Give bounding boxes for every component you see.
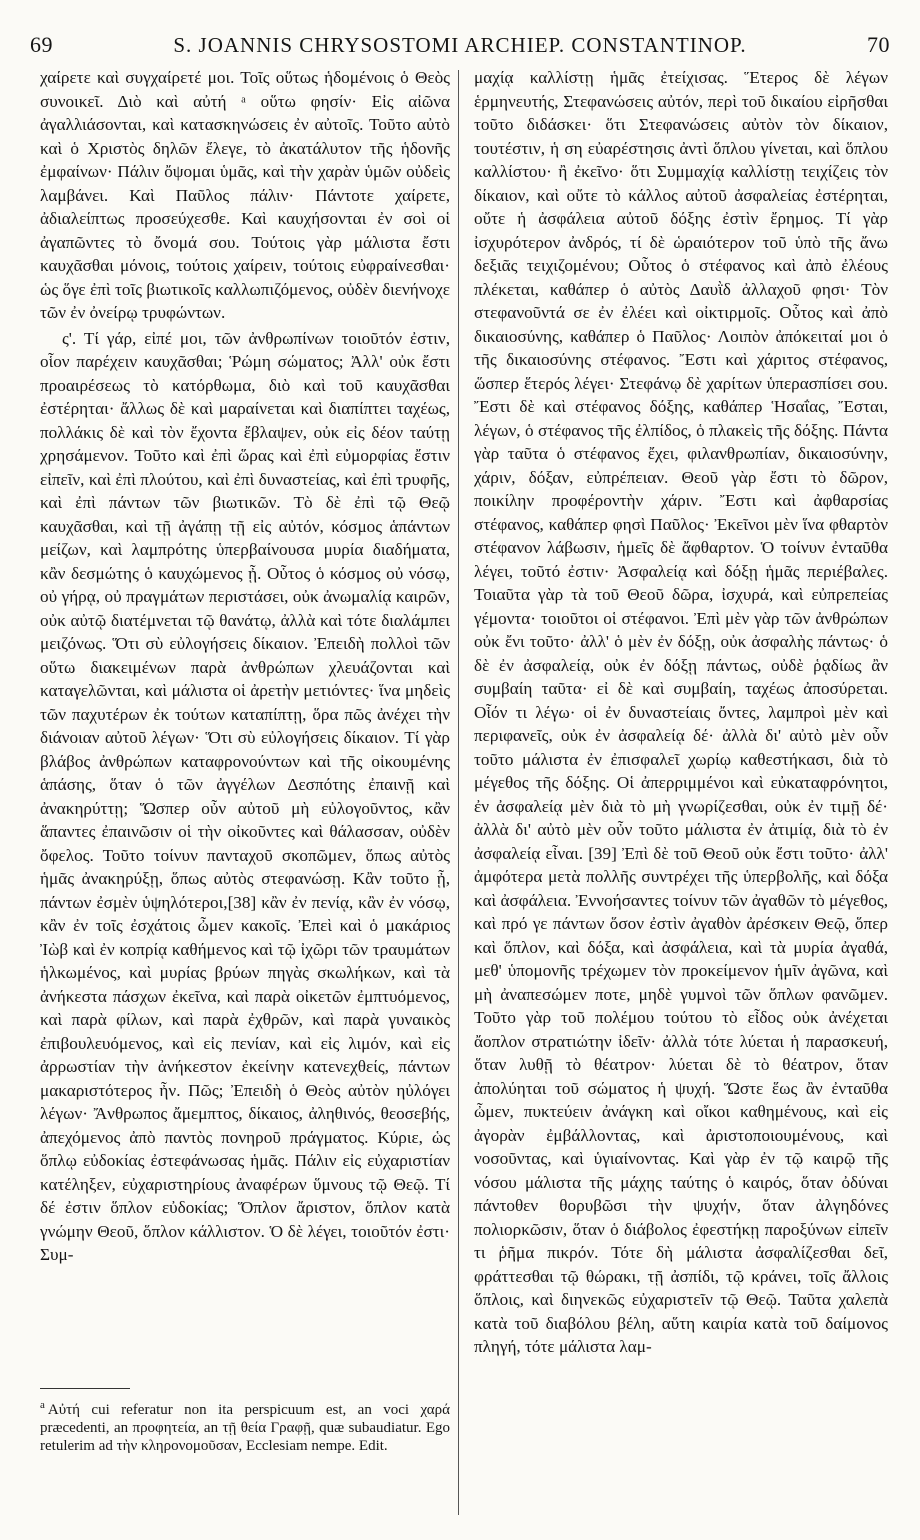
left-column	[40, 66, 450, 1269]
left-paragraph-1: χαίρετε καὶ συγχαίρετέ μοι. Τοῖς οὕτως ἡδομένοις ὁ Θεὸς συνοικεῖ. Διὸ καὶ αὐτή ᵃ οὕτω φησίν· Εἰς αἰῶνα ἀγαλλιάσονται, καὶ κατασκηνώσεις ἐν αὐτοῖς. Τοῦτο αὐτὸ καὶ ὁ Χριστὸς δηλῶν ἔλεγε, τὸ ἀκατάλυτον τῆς ἡδονῆς ἐμφαίνων· Πάλιν ὄψομαι ὑμᾶς, καὶ τὴν χαρὰν ὑμῶν οὐδεὶς λαμβάνει. Καὶ Παῦλος πάλιν· Πάντοτε χαίρετε, ἀδιαλείπτως προσεύχεσθε. Καὶ καυχήσονται ἐν σοὶ οἱ ἀγαπῶντες τὸ ὄνομά σου. Τούτοις γὰρ μάλιστα ἔστι καυχᾶσθαι μόνοις, τούτοις χαίρειν, τούτοις εὐφραίνεσθαι· ὡς ὅγε ἐπὶ τοῖς βιωτικοῖς καλλωπιζόμενος, οὐδὲν διενήνοχε τῶν ἐν ὀνείρῳ τρυφώντων.	[40, 68, 450, 322]
right-paragraph-1: μαχίᾳ καλλίστῃ ἡμᾶς ἐτείχισας. Ἕτερος δὲ λέγων ἑρμηνευτής, Στεφανώσεις αὐτόν, περὶ τοῦ δικαίου εἰρῆσθαι τοῦτο διδάσκει· ὅτι Στεφανώσεις αὐτὸν τὸν δίκαιον, τουτέστιν, ἡ ση εὐαρέστησις ἀντὶ ὅπλου γίνεται, καὶ ὅπλου καλλίστου· ἢ ἐκεῖνο· ὅτι Συμμαχίᾳ καλλίστῃ τειχίζεις τὸν δίκαιον, καὶ οὔτε τὸ κάλλος αὐτοῦ ἀσφαλείας ἐστέρηται, οὔτε ἡ ἀσφάλεια αὐτοῦ δόξης ἐστὶν ἔρημος. Τί γὰρ ἰσχυρότερον ἀνδρός, τί δὲ ὡραιότερον τοῦ ὑπὸ τῆς ἄνω δεξιᾶς τειχιζομένου; Οὗτος ὁ στέφανος καὶ ἀπὸ ἐλέους πλέκεται, καθάπερ ὁ αὐτὸς Δαυῒδ ἀλλαχοῦ φησι· Τὸν στεφανοῦντά σε ἐν ἐλέει καὶ οἰκτιρμοῖς. Οὗτος καὶ ἀπὸ δικαιοσύνης, καθάπερ ὁ Παῦλος· Λοιπὸν ἀπόκειταί μοι ὁ τῆς δικαιοσύνης στέφανος. Ἔστι καὶ χάριτος στέφανος, ὥσπερ ἕτερός λέγει· Στεφάνῳ δὲ χαρίτων ὑπερασπίσει σου. Ἔστι δὲ καὶ στέφανος δόξης, καθάπερ Ἡσαΐας, Ἔσται, λέγων, ὁ στέφανος τῆς ἐλπίδος, ὁ πλακεὶς τῆς δόξης. Πάντα γὰρ ταῦτα ὁ στέφανος ἔχει, φιλανθρωπίαν, δικαιοσύνην, χάριν, δόξαν, εὐπρέπειαν. Θεοῦ γὰρ ἔστι τὸ δῶρον, ποικίλην προφέροντὴν χάριν. Ἔστι καὶ ἀφθαρσίας στέφανος, καθάπερ φησὶ Παῦλος· Ἐκεῖνοι μὲν ἵνα φθαρτὸν στέφανον λάβωσιν, ἡμεῖς δὲ ἄφθαρτον. Ὁ τοίνυν ἐνταῦθα λέγει, τοῦτό ἐστιν· Ἀσφαλείᾳ καὶ δόξῃ ἡμᾶς περιέβαλες. Τοιαῦτα γὰρ τὰ τοῦ Θεοῦ δῶρα, ἰσχυρά, καὶ εὐπρεπείας γέμοντα· τοιοῦτοι οἱ στέφανοι. Ἐπὶ μὲν γὰρ τῶν ἀνθρώπων οὐκ ἔνι τοῦτο· ἀλλ' ὁ μὲν ἐν δόξῃ, οὐκ ἀσφαλὴς πάντως· ὁ δὲ ἐν ἀσφαλείᾳ, οὐκ ἐν δόξῃ πάντως, οὐδὲ ῥᾳδίως ἂν συμβαίη ταῦτα· εἰ δὲ καὶ συμβαίη, ταχέως ἀποσύρεται. Οἷόν τι λέγω· οἱ ἐν δυναστείαις ὄντες, λαμπροὶ μὲν καὶ περιφανεῖς, οὐκ ἐν ἀσφαλείᾳ δέ· ἀλλὰ δι' αὐτὸ μὲν οὖν τοῦτο μάλιστα ἐν ἐπισφαλεῖ χωρίῳ καθεστήκασι, διὰ τὸ μέγεθος τῆς δόξης. Οἱ ἀπερριμμένοι καὶ εὐκαταφρόνητοι, ἐν ἀσφαλείᾳ μὲν διὰ τὸ μὴ γνωρίζεσθαι, οὐκ ἐν τιμῇ δέ· ἀλλὰ δι' αὐτὸ μὲν οὖν τοῦτο μάλιστα ἐν ἀτιμίᾳ, διὰ τὸ ἐν ἀσφαλείᾳ εἶναι. [39] Ἐπὶ δὲ τοῦ Θεοῦ οὐκ ἔστι τοῦτο· ἀλλ' ἀμφότερα μετὰ πολλῆς συντρέχει τῆς ὑπερβολῆς, καὶ δόξα καὶ ἀσφάλεια. Ἐννοήσαντες τοίνυν τῶν ἀγαθῶν τὸ μέγεθος, καὶ πρό γε πάντων ὅσον ἐστὶν ἀγαθὸν ἀρέσκειν Θεῷ, ὅπερ καὶ ὅπλον, καὶ δόξα, καὶ ἀσφάλεια, καὶ τὰ μυρία ἀγαθά, μεθ' ὑπομονῆς τρέχωμεν τὸν προκείμενον ἡμῖν ἀγῶνα, καὶ μὴ ἀναπεσώμεν ποτε, μηδὲ γυμνοὶ τῶν ὅπλων φανῶμεν. Τοῦτο γὰρ τοῦ πολέμου τούτου τὸ εἶδος οὐκ ἀνέχεται ἄοπλον στρατιώτην ἰδεῖν· ἀλλὰ τότε λύεται ἡ παρασκευή, ὅταν λυθῇ τὸ θέατρον· λύεται δὲ τὸ θέατρον, ὅταν ἀπολύηται τοῦ σώματος ἡ ψυχή. Ὥστε ἕως ἂν ἐνταῦθα ὦμεν, πυκτεύειν ἀνάγκη καὶ οἴκοι καθημένους, καὶ εἰς ἀγορὰν ἐμβάλλοντας, καὶ ἀριστοποιουμένους, καὶ νοσοῦντας, καὶ ὑγιαίνοντας. Καὶ γὰρ ἐν τῷ καιρῷ τῆς νόσου μάλιστα τῆς μάχης ταύτης ὁ καιρός, ὅταν ὀδύναι πάντοθεν θορυβῶσι τὴν ψυχήν, ὅταν ἀλγηδόνες πολιορκῶσιν, ὅταν ὁ διάβολος ἐφεστήκῃ παροξύνων εἰπεῖν τι ῥῆμα πικρόν. Τότε δὴ μάλιστα ἀσφαλίζεσθαι δεῖ, φράττεσθαι τῷ θώρακι, τῇ ἀσπίδι, τῷ κράνει, τοῖς ἄλλοις ὅπλοις, καὶ διηνεκῶς εὐχαριστεῖν τῷ Θεῷ. Ταῦτα χαλεπὰ κατὰ τοῦ διαβόλου βέλη, αὕτη καιρία κατὰ τοῦ δαίμονος πληγή, τότε μάλιστα λαμ-	[474, 68, 888, 1356]
footnote-mark: a	[40, 1399, 45, 1411]
column-divider	[458, 70, 459, 1515]
running-header	[30, 28, 890, 62]
running-title: S. JOANNIS CHRYSOSTOMI ARCHIEP. CONSTANTINOP.	[173, 32, 747, 57]
left-paragraph-2: ς'. Τί γάρ, εἰπέ μοι, τῶν ἀνθρωπίνων τοιοῦτόν ἐστιν, οἷον παρέχειν καυχᾶσθαι; Ῥώμη σώματος; Ἀλλ' οὐκ ἔστι προαιρέσεως τὸ κατόρθωμα, διὸ καὶ τοῦ καυχᾶσθαι ἐστέρηται· ἄλλως δὲ καὶ μαραίνεται καὶ διαπίπτει ταχέως, πολλάκις δὲ καὶ τὸν ἔχοντα ἔβλαψεν, οὐκ εἰς δέον ταύτῃ χρησάμενον. Τοῦτο καὶ ἐπὶ ὥρας καὶ ἐπὶ εὐμορφίας ἔστιν εἰπεῖν, καὶ ἐπὶ πλούτου, καὶ ἐπὶ δυναστείας, καὶ ἐπὶ τρυφῆς, καὶ ἐπὶ πάντων τῶν βιωτικῶν. Τὸ δὲ ἐπὶ τῷ Θεῷ καυχᾶσθαι, καὶ τῇ ἀγάπῃ τῇ εἰς αὐτόν, κόσμος ἁπάντων μείζων, καὶ λαμπρότης ὑπερβαίνουσα μυρία διαδήματα, κἂν δεσμώτης ὁ καυχώμενος ᾖ. Οὗτος ὁ κόσμος οὐ νόσῳ, οὐ γήρᾳ, οὐ πραγμάτων περιστάσει, οὐκ ἀνωμαλίᾳ καιρῶν, οὐκ αὐτῷ διατέμνεται τῷ θανάτῳ, ἀλλὰ καὶ τότε διαλάμπει μειζόνως. Ὅτι σὺ εὐλογήσεις δίκαιον. Ἐπειδὴ πολλοὶ τῶν οὕτω διακειμένων παρὰ ἀνθρώπων χλευάζονται καὶ καταγελῶνται, καὶ μάλιστα οἱ ἀρετὴν μετιόντες· ἵνα μηδεὶς τῶν παχυτέρων ἐκ τούτων καταπίπτῃ, ὅρα πῶς ἀνέχει τὴν διάνοιαν αὐτοῦ λέγων· Ὅτι σὺ εὐλογήσεις δίκαιον. Τί γὰρ βλάβος ἀνθρώπων καταφρονούντων καὶ τῆς οἰκουμένης ἁπάσης, ὅταν ὁ τῶν ἀγγέλων Δεσπότης ἐπαινῇ καὶ ἀνακηρύττῃ; Ὥσπερ οὖν αὐτοῦ μὴ εὐλογοῦντος, κἂν ἅπαντες ἐπαινῶσιν οἱ τὴν οἰκοῦντες καὶ θάλασσαν, οὐδὲν ὄφελος. Τοῦτο τοίνυν πανταχοῦ σκοπῶμεν, ὅπως αὐτὸς ἡμᾶς ἀνακηρύξῃ, ὅπως αὐτὸς στεφανώσῃ. Κἂν τοῦτο ᾖ, πάντων ἐσμὲν ὑψηλότεροι,[38] κἂν ἐν πενίᾳ, κἂν ἐν νόσῳ, κἂν ἐν τοῖς ἐσχάτοις ὦμεν κακοῖς. Ἐπεὶ καὶ ὁ μακάριος Ἰὼβ καὶ ἐν κοπρίᾳ καθήμενος καὶ τῷ ἰχῶρι τῶν τραυμάτων ἡλκωμένος, καὶ μυρίας βρύων πηγὰς σκωλήκων, καὶ τὰ ἀνήκεστα πάσχων ἐκεῖνα, καὶ παρὰ οἰκετῶν ἐμπτυόμενος, καὶ παρὰ φίλων, καὶ παρὰ ἐχθρῶν, καὶ παρὰ γυναικὸς ἐπιβουλευόμενος, καὶ εἰς πενίαν, καὶ εἰς λιμόν, καὶ εἰς ἀρρωστίαν τὴν ἀνήκεστον ἐκείνην κατενεχθείς, πάντων μακαριστότερος ἦν. Πῶς; Ἐπειδὴ ὁ Θεὸς αὐτὸν ηὐλόγει λέγων· Ἄνθρωπος ἄμεμπτος, δίκαιος, ἀληθινός, θεοσεβής, ἀπεχόμενος ἀπὸ παντὸς πονηροῦ πράγματος. Κύριε, ὡς ὅπλῳ εὐδοκίας ἐστεφάνωσας ἡμᾶς. Πάλιν εἰς εὐχαριστίαν κατέληξεν, εὐχαριστηρίους ἀναφέρων ὕμνους τῷ Θεῷ. Τί δέ ἐστιν ὅπλον εὐδοκίας; Ὅπλον ἄριστον, ὅπλον κατὰ γνώμην Θεοῦ, ὅπλον κάλλιστον. Ὁ δὲ λέγει, τοιοῦτόν ἐστι· Συμ-	[40, 328, 450, 1264]
footnote	[40, 1396, 450, 1455]
page-number-left: 69	[30, 32, 53, 57]
right-column	[474, 66, 888, 1361]
footnote-text: Αὐτή cui referatur non ita perspicuum est, an voci χαρά præcedenti, an προφητεία, an τῇ θεία Γραφῇ, quæ subaudiatur. Ego retulerim ad τὴν κληρονομοῦσαν, Ecclesiam nempe. Edit.	[40, 1402, 450, 1454]
footnote-rule	[40, 1388, 130, 1389]
page-number-right: 70	[867, 32, 890, 57]
